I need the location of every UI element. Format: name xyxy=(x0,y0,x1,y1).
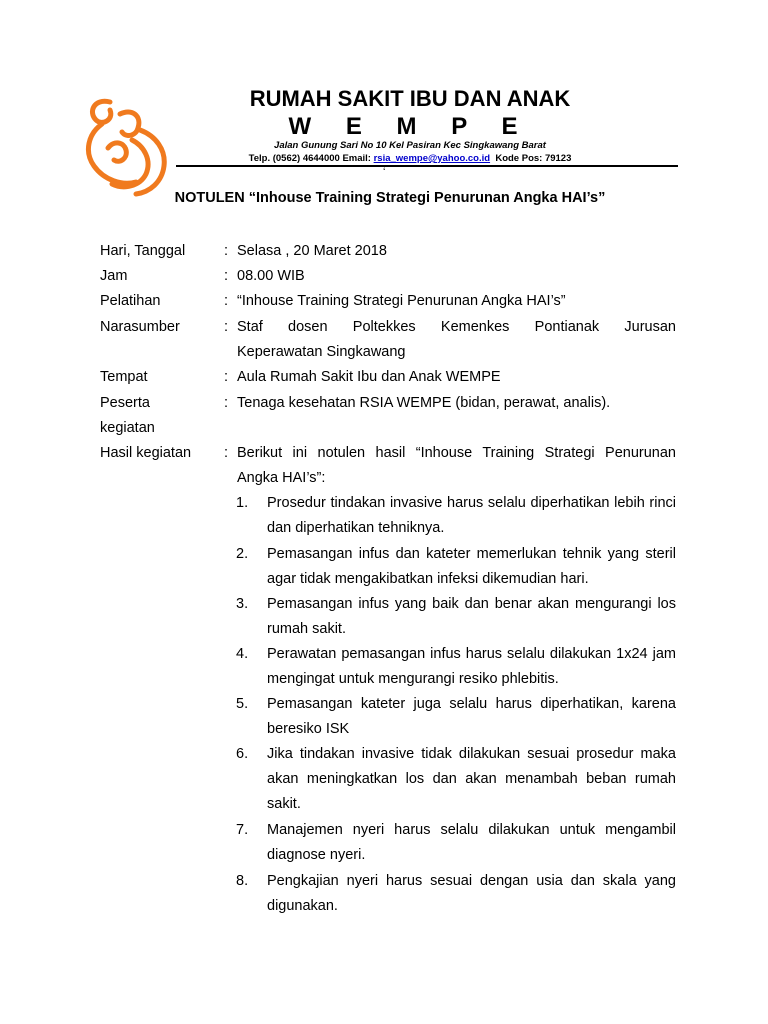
info-label: Tempat xyxy=(100,369,148,385)
list-item-number: 8. xyxy=(236,873,249,889)
info-label: Hasil kegiatan xyxy=(100,445,192,461)
info-value-continued: Keperawatan Singkawang xyxy=(237,344,406,360)
info-row-participants xyxy=(100,391,680,441)
info-label-continued: kegiatan xyxy=(100,420,155,436)
info-value: 08.00 WIB xyxy=(237,268,305,284)
info-label: Pelatihan xyxy=(100,293,161,309)
hospital-logo-icon xyxy=(80,90,172,198)
info-value-continued: Angka HAI’s”: xyxy=(237,470,326,486)
info-colon: : xyxy=(224,445,229,461)
info-label: Jam xyxy=(100,268,128,284)
postal-code: Kode Pos: 79123 xyxy=(490,153,572,164)
list-item-number: 5. xyxy=(236,696,249,712)
info-label: Hari, Tanggal xyxy=(100,243,186,259)
letterhead-divider xyxy=(176,165,678,167)
list-item-text: Manajemen nyeri harus selalu dilakukan untuk mengambil diagnose nyeri. xyxy=(267,822,676,863)
list-item-number: 6. xyxy=(236,746,249,762)
list-item-number: 7. xyxy=(236,822,249,838)
info-value: Staf dosen Poltekkes Kemenkes Pontianak Jurusan xyxy=(237,319,676,335)
info-value: Selasa , 20 Maret 2018 xyxy=(237,243,387,259)
list-item-number: 3. xyxy=(236,596,249,612)
info-colon: : xyxy=(224,243,229,259)
phone-text: Telp. (0562) 4644000 Email: xyxy=(248,153,374,164)
email-link[interactable]: rsia_wempe@yahoo.co.id xyxy=(373,153,491,164)
info-value: “Inhouse Training Strategi Penurunan Angka HAI’s” xyxy=(237,293,566,309)
list-item-text: Pemasangan infus yang baik dan benar akan mengurangi los rumah sakit. xyxy=(267,596,676,637)
document-title: NOTULEN “Inhouse Training Strategi Penurunan Angka HAI’s” xyxy=(174,190,606,206)
list-item-number: 1. xyxy=(236,495,249,511)
list-item-text: Prosedur tindakan invasive harus selalu diperhatikan lebih rinci dan diperhatikan tehniknya. xyxy=(267,495,676,536)
info-colon: : xyxy=(224,268,229,284)
list-item-number: 2. xyxy=(236,546,249,562)
info-row-speaker xyxy=(100,315,680,365)
info-row-results xyxy=(100,441,680,491)
info-value: Tenaga kesehatan RSIA WEMPE (bidan, perawat, analis). xyxy=(237,395,611,411)
info-label: Peserta xyxy=(100,395,150,411)
info-colon: : xyxy=(224,395,229,411)
hospital-contact xyxy=(200,153,620,164)
list-item-text: Pemasangan kateter juga selalu harus diperhatikan, karena beresiko ISK xyxy=(267,696,676,737)
info-colon: : xyxy=(224,369,229,385)
hospital-brand: W E M P E xyxy=(288,113,532,140)
hospital-name: RUMAH SAKIT IBU DAN ANAK xyxy=(249,86,571,111)
list-item-number: 4. xyxy=(236,646,249,662)
info-value: Aula Rumah Sakit Ibu dan Anak WEMPE xyxy=(237,369,501,385)
info-colon: : xyxy=(224,319,229,335)
stray-mark: ‘ xyxy=(383,166,386,178)
list-item-text: Pengkajian nyeri harus sesuai dengan usia dan skala yang digunakan. xyxy=(267,873,676,914)
list-item-text: Pemasangan infus dan kateter memerlukan tehnik yang steril agar tidak mengakibatkan infeksi dikemudian hari. xyxy=(267,546,676,587)
list-item-text: Jika tindakan invasive tidak dilakukan sesuai prosedur maka akan meningkatkan los dan akan menambah beban rumah sakit. xyxy=(267,746,676,812)
list-item-text: Perawatan pemasangan infus harus selalu dilakukan 1x24 jam mengingat untuk mengurangi resiko phlebitis. xyxy=(267,646,676,687)
info-value: Berikut ini notulen hasil “Inhouse Training Strategi Penurunan xyxy=(237,445,676,461)
info-colon: : xyxy=(224,293,229,309)
info-label: Narasumber xyxy=(100,319,180,335)
hospital-address: Jalan Gunung Sari No 10 Kel Pasiran Kec Singkawang Barat xyxy=(274,140,546,151)
